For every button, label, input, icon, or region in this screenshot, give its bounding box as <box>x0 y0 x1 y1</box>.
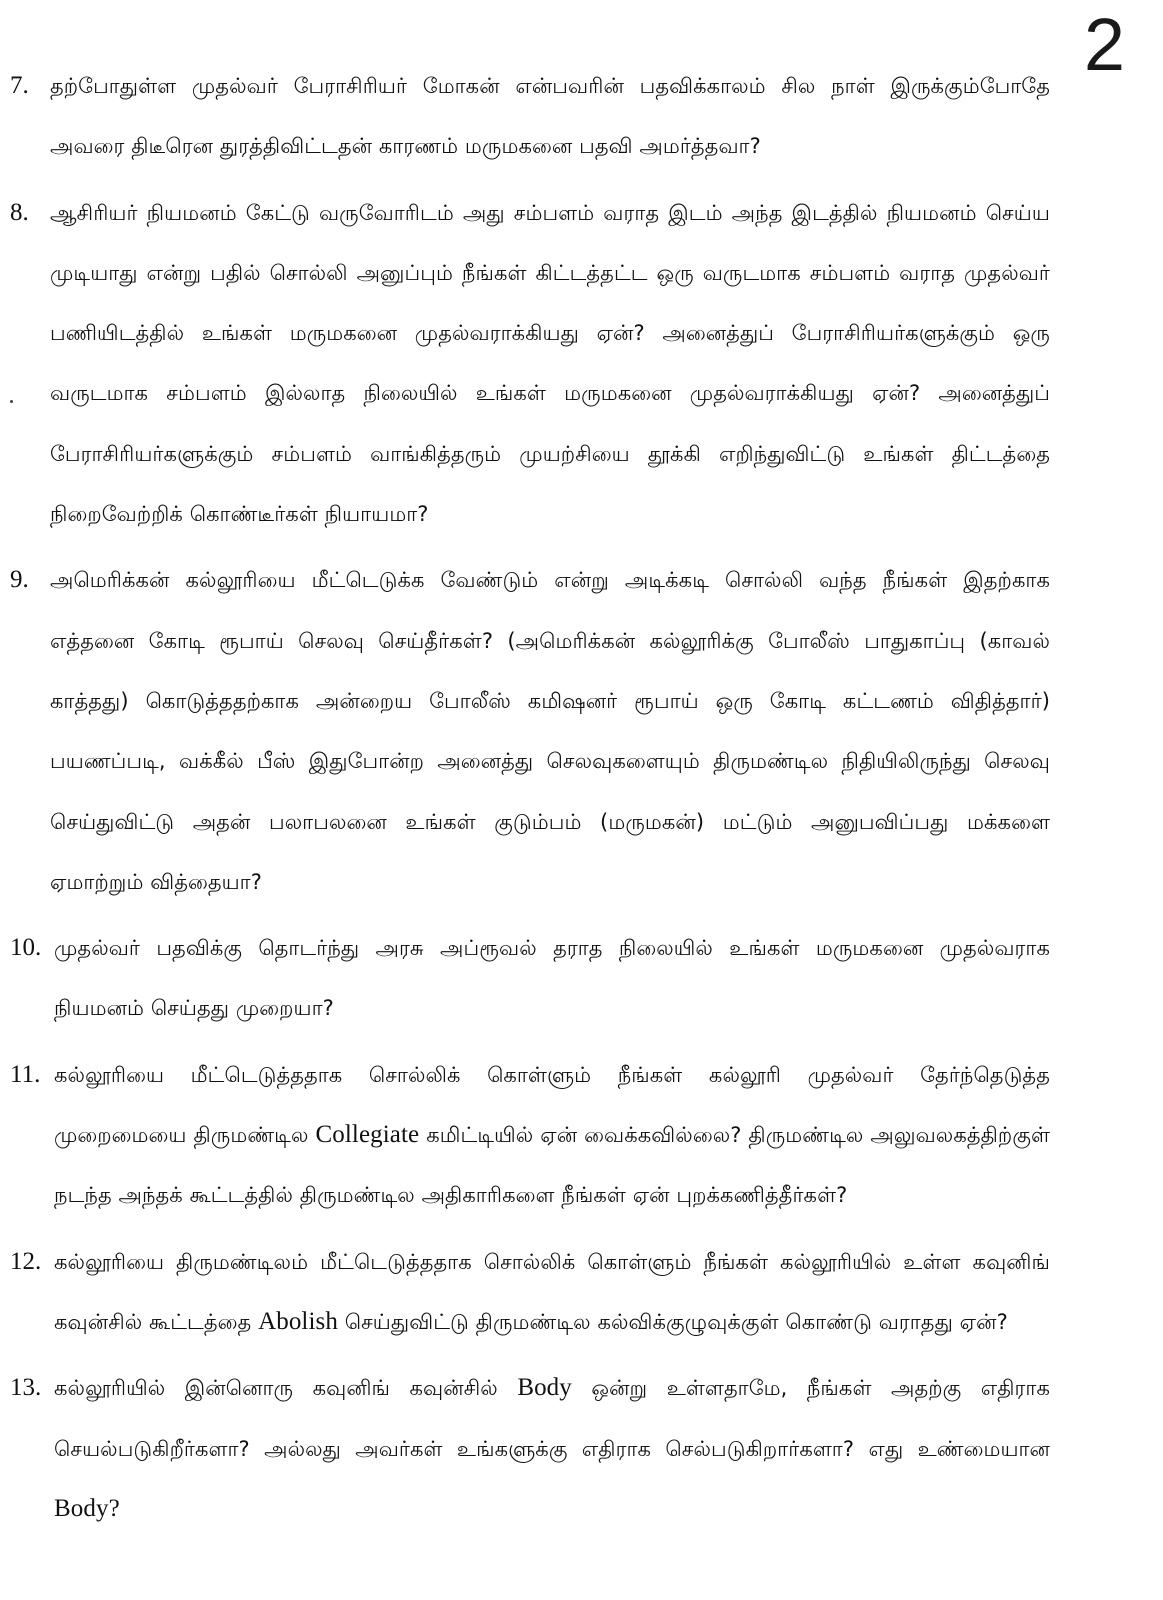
question-number: 9. <box>10 566 29 594</box>
question-number: 13. <box>10 1374 42 1402</box>
english-term: Abolish <box>258 1307 338 1335</box>
question-item-13 <box>10 1358 1050 1539</box>
question-text: அமெரிக்கன் கல்லூரியை மீட்டெடுக்க வேண்டும் என்று அடிக்கடி சொல்லி வந்த நீங்கள் இதற்காக எத்தனை கோடி ரூபாய் செலவு செய்தீர்கள்? (அமெரிக்கன் கல்லூரிக்கு போலீஸ் பாதுகாப்பு (காவல் காத்தது) கொடுத்ததற்காக அன்றைய போலீஸ் கமிஷனர் ரூபாய் ஒரு கோடி கட்டணம் விதித்தார்) பயணப்படி, வக்கீல் பீஸ் இதுபோன்ற அனைத்து செலவுகளையும் திருமண்டில நிதியிலிருந்து செலவு செய்துவிட்டு அதன் பலாபலனை உங்கள் குடும்பம் (மருமகன்) மட்டும் அனுபவிப்பது மக்களை ஏமாற்றும் வித்தையா? <box>50 568 1050 894</box>
question-text-part: ஒன்று உள்ளதாமே, நீங்கள் அதற்கு எதிராக செயல்படுகிறீர்களா? அல்லது அவர்கள் உங்களுக்கு எதிராக செல்படுகிறார்களா? எது உண்மையான <box>54 1376 1050 1461</box>
question-text-part: கல்லூரியில் இன்னொரு கவுனிங் கவுன்சில் <box>54 1376 498 1401</box>
question-item-7 <box>10 56 1050 177</box>
question-text: தற்போதுள்ள முதல்வர் பேராசிரியர் மோகன் என்பவரின் பதவிக்காலம் சில நாள் இருக்கும்போதே அவரை திடீரென துரத்திவிட்டதன் காரணம் மருமகனை பதவி அமர்த்தவா? <box>50 74 1050 159</box>
question-item-9 <box>10 550 1050 912</box>
question-text <box>54 1358 1050 1539</box>
question-number: 11. <box>10 1060 41 1088</box>
question-item-8 <box>10 183 1050 545</box>
question-number: 7. <box>10 72 29 99</box>
question-item-11 <box>10 1045 1050 1226</box>
english-term: Body? <box>54 1494 120 1522</box>
question-number: 8. <box>10 198 29 226</box>
question-text: ஆசிரியர் நியமனம் கேட்டு வருவோரிடம் அது சம்பளம் வராத இடம் அந்த இடத்தில் நியமனம் செய்ய முடியாது என்று பதில் சொல்லி அனுப்பும் நீங்கள் கிட்டத்தட்ட ஒரு வருடமாக சம்பளம் வராத முதல்வர் பணியிடத்தில் உங்கள் மருமகனை முதல்வராக்கியது ஏன்? அனைத்துப் பேராசிரியர்களுக்கும் ஒரு வருடமாக சம்பளம் இல்லாத நிலையில் உங்கள் மருமகனை முதல்வராக்கியது ஏன்? அனைத்துப் பேராசிரியர்களுக்கும் சம்பளம் வாங்கித்தரும் முயற்சியை தூக்கி எறிந்துவிட்டு உங்கள் திட்டத்தை நிறைவேற்றிக் கொண்டீர்கள் நியாயமா? <box>50 200 1050 527</box>
question-text-part: செய்துவிட்டு திருமண்டில கல்விக்குழுவுக்குள் கொண்டு வராதது ஏன்? <box>344 1309 1008 1334</box>
question-number: 10. <box>10 934 42 962</box>
question-item-10 <box>10 918 1050 1039</box>
question-text <box>54 1232 1050 1353</box>
page-number: 2 <box>1083 3 1125 86</box>
question-text <box>54 1045 1050 1226</box>
question-text-part: கமிட்டியில் ஏன் வைக்கவில்லை? திருமண்டில அலுவலகத்திற்குள் நடந்த அந்தக் கூட்டத்தில் திருமண்டில அதிகாரிகளை நீங்கள் ஏன் புறக்கணித்தீர்கள்? <box>54 1123 1051 1208</box>
question-text-part: கல்லூரியை மீட்டெடுத்ததாக சொல்லிக் கொள்ளும் நீங்கள் கல்லூரி முதல்வர் தேர்ந்தெடுத்த முறைமையை திருமண்டில <box>54 1062 1050 1148</box>
question-text: முதல்வர் பதவிக்கு தொடர்ந்து அரசு அப்ரூவல் தராத நிலையில் உங்கள் மருமகனை முதல்வராக நியமனம் செய்தது முறையா? <box>54 936 1050 1021</box>
question-item-12 <box>10 1232 1050 1353</box>
question-text-part: கல்லூரியை திருமண்டிலம் மீட்டெடுத்ததாக சொல்லிக் கொள்ளும் நீங்கள் கல்லூரியில் உள்ள கவுனிங் கவுன்சில் கூட்டத்தை <box>54 1249 1050 1334</box>
question-list <box>10 56 1050 1545</box>
english-term: Collegiate <box>315 1121 420 1149</box>
english-term: Body <box>517 1374 572 1402</box>
question-number: 12. <box>10 1247 42 1275</box>
